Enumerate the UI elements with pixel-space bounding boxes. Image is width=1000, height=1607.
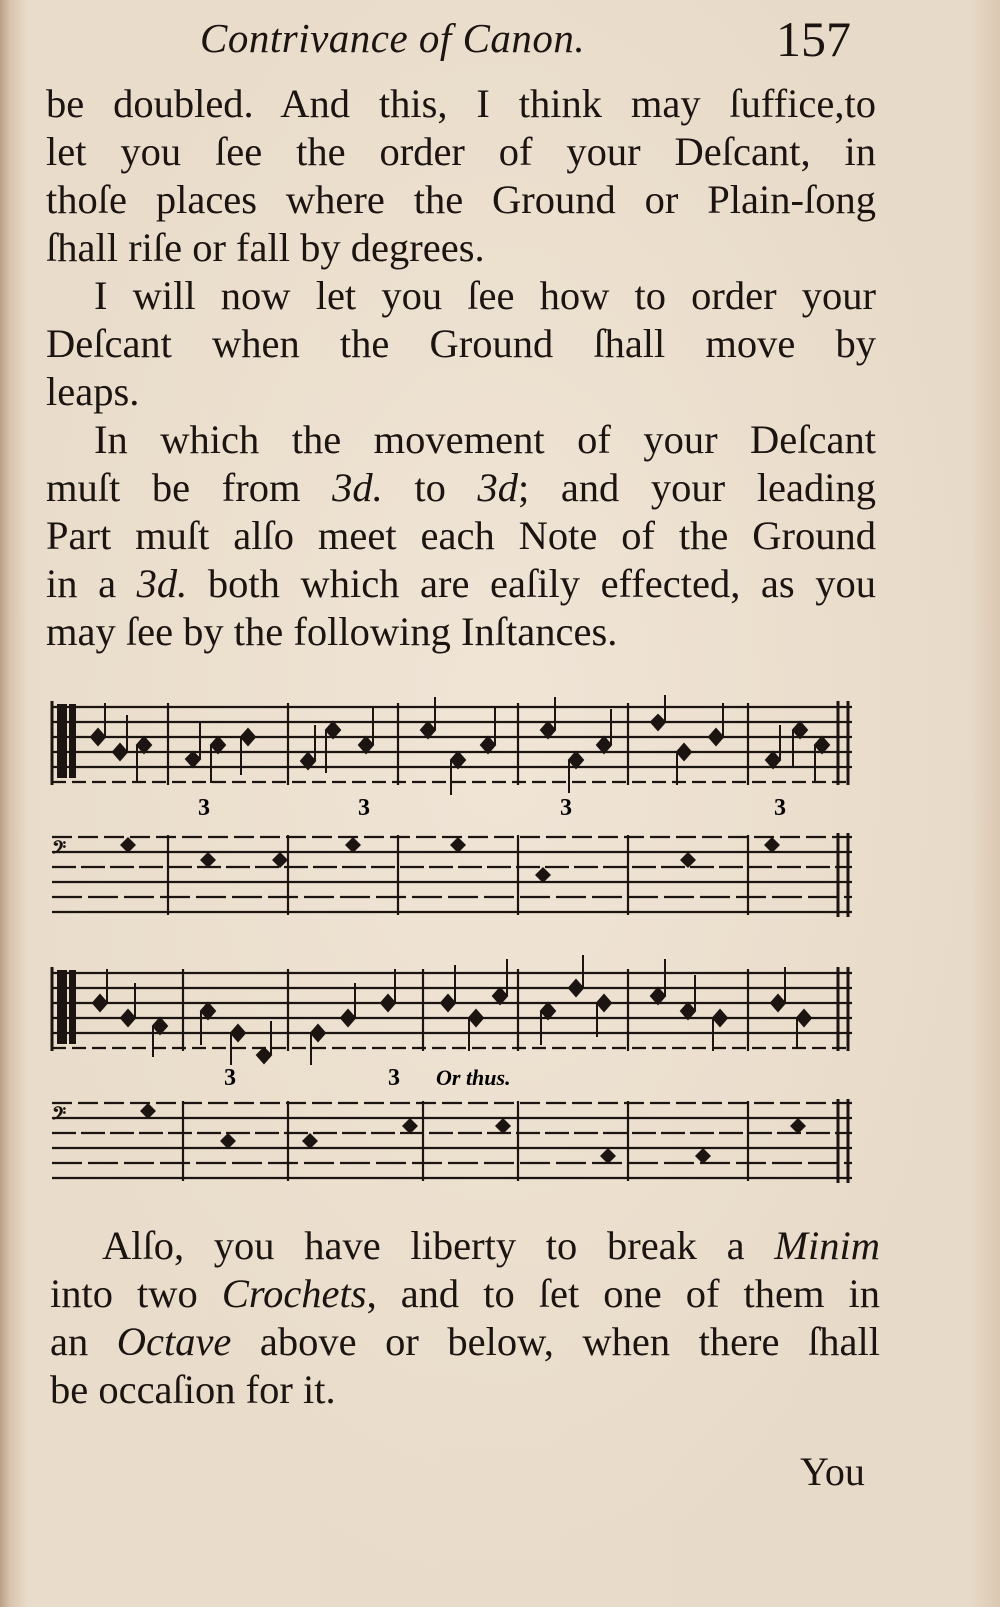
text-span: both which are eaſily effected, as you xyxy=(187,561,876,606)
text-line: Deſcant when the Ground ſhall move by xyxy=(46,321,876,366)
svg-text:𝄢: 𝄢 xyxy=(52,1103,67,1129)
triplet-mark: 3 xyxy=(560,795,572,821)
text-span: Alſo, you have liberty to break a xyxy=(102,1223,775,1268)
text-span: to xyxy=(382,465,478,510)
music-system-1-svg xyxy=(48,695,874,925)
body-text-lower xyxy=(50,1222,880,1414)
catchword: You xyxy=(800,1449,865,1494)
text-line: I will now let you ſee how to order your xyxy=(94,273,876,318)
text-span: muſt be from xyxy=(46,465,333,510)
text-span: an xyxy=(50,1319,117,1364)
text-line xyxy=(50,1222,880,1270)
interval-term: Octave xyxy=(116,1319,232,1364)
body-text-upper xyxy=(46,80,876,656)
text-line: let you ſee the order of your Deſcant, in xyxy=(46,129,876,174)
interval-term: 3d. xyxy=(332,465,383,510)
interval-term: 3d. xyxy=(136,561,188,606)
triplet-mark: 3 xyxy=(388,1065,400,1091)
text-line: be doubled. And this, I think may ſuffice,to xyxy=(46,81,876,126)
text-line: In which the movement of your Deſcant xyxy=(94,417,876,462)
triplet-mark: 3 xyxy=(224,1065,236,1091)
text-span: in a xyxy=(46,561,137,606)
text-line: be occaſion for it. xyxy=(50,1367,336,1412)
svg-text:𝄢: 𝄢 xyxy=(52,837,67,863)
text-line: Part muſt alſo meet each Note of the Ground xyxy=(46,513,876,558)
text-span: into two xyxy=(50,1271,222,1316)
page-number: 157 xyxy=(776,11,851,67)
note-term: Crochets xyxy=(221,1271,367,1316)
triplet-mark: 3 xyxy=(358,795,370,821)
text-line xyxy=(46,464,876,512)
treble-notes xyxy=(91,695,829,795)
text-span: above or below, when there ſhall xyxy=(231,1319,880,1364)
text-span: , and to ſet one of them in xyxy=(366,1271,880,1316)
text-span: ; and your leading xyxy=(517,465,876,510)
music-system-2-svg xyxy=(48,955,874,1205)
text-line: may ſee by the following Inſtances. xyxy=(46,609,618,654)
triplet-mark: 3 xyxy=(774,795,786,821)
note-term: Minim xyxy=(774,1223,880,1268)
running-title: Contrivance of Canon. xyxy=(200,15,586,61)
interval-term: 3d xyxy=(477,465,518,510)
text-line xyxy=(46,560,876,608)
triplet-mark: 3 xyxy=(198,795,210,821)
text-line: thoſe places where the Ground or Plain-ſong xyxy=(46,177,876,222)
page-header xyxy=(0,8,1000,68)
text-line xyxy=(50,1318,880,1366)
alternative-label: Or thus. xyxy=(436,1065,511,1090)
text-line xyxy=(50,1270,880,1318)
text-line: ſhall riſe or fall by degrees. xyxy=(46,225,485,270)
music-example-1 xyxy=(48,695,874,925)
music-example-2 xyxy=(48,955,874,1205)
text-line: leaps. xyxy=(46,369,140,414)
